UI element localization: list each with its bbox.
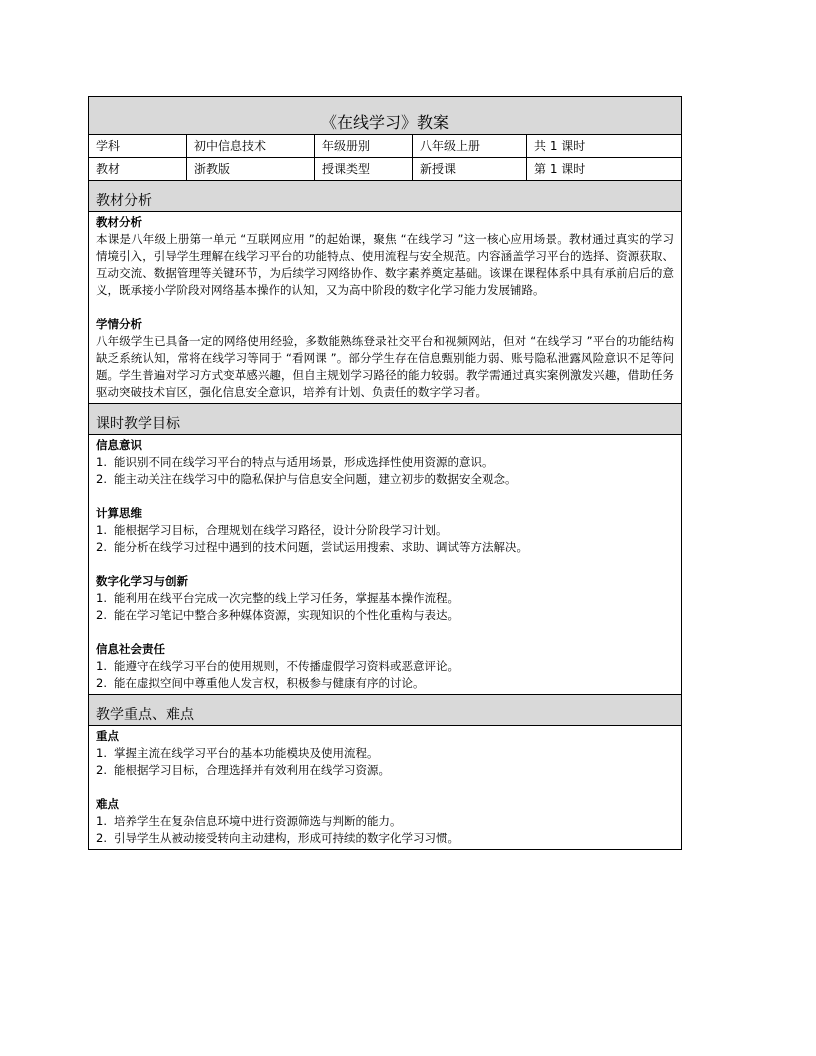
lesson-type-value: 新授课 bbox=[413, 158, 527, 180]
list-item: 1. 掌握主流在线学习平台的基本功能模块及使用流程。 bbox=[96, 746, 379, 760]
lesson-type-label: 授课类型 bbox=[315, 158, 413, 180]
info-row-2 bbox=[89, 158, 681, 181]
analysis-section-heading bbox=[89, 181, 681, 212]
list-item: 2. 能分析在线学习过程中遇到的技术问题，尝试运用搜索、求助、调试等方法解决。 bbox=[96, 540, 528, 554]
student-analysis-heading: 学情分析 bbox=[96, 317, 142, 331]
list-item: 2. 能主动关注在线学习中的隐私保护与信息安全问题，建立初步的数据安全观念。 bbox=[96, 472, 517, 486]
textbook-analysis-text: 本课是八年级上册第一单元 “互联网应用 ”的起始课，聚焦 “在线学习 ”这一核心应用场景。教材通过真实的学习情境引入，引导学生理解在线学习平台的功能特点、使用流程与安全规范。内容涵盖学习平台的选择、资源获取、互动交流、数据管理等关键环节，为后续学习网络协作、数字素养奠定基础。该课在课程体系中具有承前启后的意义，既承接小学阶段对网络基本操作的认知，又为高中阶段的数字化学习能力发展铺路。 bbox=[96, 232, 674, 297]
list-item: 2. 引导学生从被动接受转向主动建构，形成可持续的数字化学习习惯。 bbox=[96, 831, 459, 845]
textbook-label: 教材 bbox=[89, 158, 187, 180]
difficult-points-heading: 难点 bbox=[96, 797, 119, 811]
key-points-list bbox=[96, 745, 674, 779]
goal-list bbox=[96, 522, 674, 556]
total-periods: 共 1 课时 bbox=[534, 139, 586, 153]
grade-label: 年级册别 bbox=[315, 135, 413, 157]
subject-value: 初中信息技术 bbox=[187, 135, 315, 157]
goal-group-heading: 计算思维 bbox=[96, 506, 142, 520]
analysis-heading-text: 教材分析 bbox=[96, 193, 152, 209]
goal-list bbox=[96, 454, 674, 488]
student-analysis-text: 八年级学生已具备一定的网络使用经验，多数能熟练登录社交平台和视频网站，但对 “在线学习 ”平台的功能结构缺乏系统认知，常将在线学习等同于 “看网课 ”。部分学生存在信息甄别能力弱、账号隐私泄露风险意识不足等问题。学生普遍对学习方式变革感兴趣，但自主规划学习路径的能力较弱。教学需通过真实案例激发兴趣，借助任务驱动突破技术盲区，强化信息安全意识，培养有计划、负责任的数字学习者。 bbox=[96, 334, 674, 399]
list-item: 1. 能利用在线平台完成一次完整的线上学习任务，掌握基本操作流程。 bbox=[96, 591, 459, 605]
goal-list bbox=[96, 590, 674, 624]
textbook-value: 浙教版 bbox=[187, 158, 315, 180]
current-period: 第 1 课时 bbox=[534, 162, 586, 176]
list-item: 2. 能在学习笔记中整合多种媒体资源，实现知识的个性化重构与表达。 bbox=[96, 608, 459, 622]
goal-group-heading: 数字化学习与创新 bbox=[96, 574, 188, 588]
keypoints-section-body bbox=[89, 726, 681, 850]
list-item: 2. 能根据学习目标，合理选择并有效利用在线学习资源。 bbox=[96, 763, 390, 777]
title-row bbox=[89, 97, 681, 135]
grade-value: 八年级上册 bbox=[413, 135, 527, 157]
goals-section-heading bbox=[89, 404, 681, 435]
subject-label: 学科 bbox=[89, 135, 187, 157]
list-item: 1. 培养学生在复杂信息环境中进行资源筛选与判断的能力。 bbox=[96, 814, 402, 828]
goal-group-heading: 信息意识 bbox=[96, 438, 142, 452]
difficult-points-list bbox=[96, 813, 674, 847]
page-title: 《在线学习》教案 bbox=[320, 113, 449, 132]
goals-heading-text: 课时教学目标 bbox=[96, 416, 180, 432]
list-item: 1. 能根据学习目标，合理规划在线学习路径，设计分阶段学习计划。 bbox=[96, 523, 448, 537]
key-points-heading: 重点 bbox=[96, 729, 119, 743]
goal-list bbox=[96, 658, 674, 692]
list-item: 1. 能遵守在线学习平台的使用规则，不传播虚假学习资料或恶意评论。 bbox=[96, 659, 459, 673]
textbook-analysis-heading: 教材分析 bbox=[96, 215, 142, 229]
info-row-1 bbox=[89, 135, 681, 158]
analysis-section-body bbox=[89, 212, 681, 404]
keypoints-section-heading bbox=[89, 695, 681, 726]
lesson-plan-table bbox=[88, 96, 682, 850]
goals-section-body bbox=[89, 435, 681, 695]
list-item: 1. 能识别不同在线学习平台的特点与适用场景，形成选择性使用资源的意识。 bbox=[96, 455, 494, 469]
list-item: 2. 能在虚拟空间中尊重他人发言权，积极参与健康有序的讨论。 bbox=[96, 676, 425, 690]
goal-group-heading: 信息社会责任 bbox=[96, 642, 165, 656]
keypoints-heading-text: 教学重点、难点 bbox=[96, 707, 194, 723]
